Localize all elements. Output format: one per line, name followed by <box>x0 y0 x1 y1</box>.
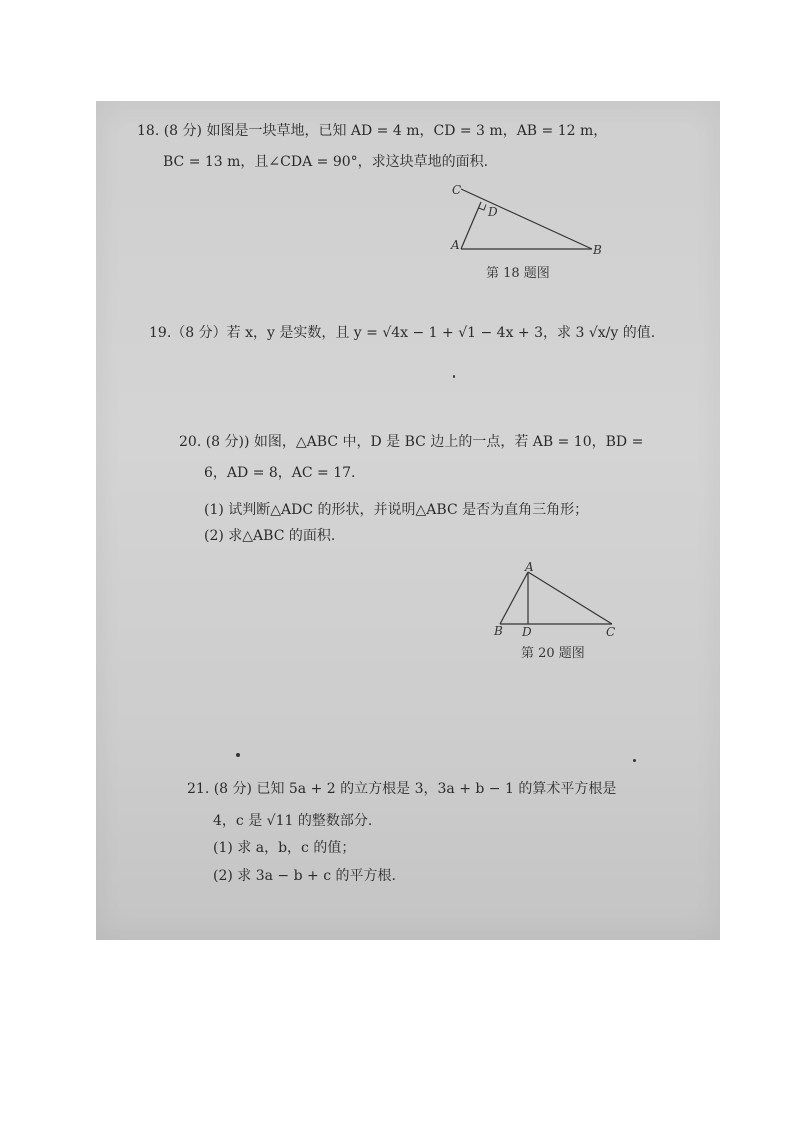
q20-label-c: C <box>606 625 616 639</box>
q18-label-a: A <box>451 238 460 252</box>
q20-label-d: D <box>522 625 532 639</box>
q18-line2: BC = 13 m，且∠CDA = 90°，求这块草地的面积. <box>163 154 489 170</box>
q20-figure <box>490 560 620 630</box>
q18-caption: 第 18 题图 <box>486 266 550 281</box>
q21-part1: (1) 求 a，b，c 的值； <box>213 840 356 856</box>
q19-line: 19.（8 分）若 x，y 是实数，且 y = √4x − 1 + √1 − 4x + 3，求 3 √x/y 的值. <box>149 325 656 341</box>
exam-sheet <box>96 101 720 940</box>
q20-part1: (1) 试判断△ADC 的形状，并说明△ABC 是否为直角三角形； <box>204 502 589 518</box>
q20-caption: 第 20 题图 <box>521 646 585 661</box>
speck <box>453 375 455 378</box>
q18-figure <box>440 180 610 260</box>
q21-part2: (2) 求 3a − b + c 的平方根. <box>213 868 396 884</box>
q21-line2: 4，c 是 √11 的整数部分. <box>213 813 373 829</box>
q20-part2: (2) 求△ABC 的面积. <box>204 528 336 544</box>
q20-label-b: B <box>494 624 503 638</box>
q18-line1: 18. (8 分) 如图是一块草地，已知 AD = 4 m，CD = 3 m，AB = 12 m， <box>137 123 608 139</box>
q20-line2: 6，AD = 8，AC = 17. <box>204 465 356 481</box>
q18-label-b: B <box>593 243 602 257</box>
q20-line1: 20. (8 分)) 如图，△ABC 中，D 是 BC 边上的一点，若 AB = 10，BD = <box>179 434 644 450</box>
speck <box>236 753 240 757</box>
q18-label-d: D <box>488 205 498 219</box>
speck <box>633 759 636 762</box>
q20-label-a: A <box>525 560 534 574</box>
q21-line1: 21. (8 分) 已知 5a + 2 的立方根是 3，3a + b − 1 的算术平方根是 <box>187 781 617 797</box>
q18-label-c: C <box>452 183 462 197</box>
